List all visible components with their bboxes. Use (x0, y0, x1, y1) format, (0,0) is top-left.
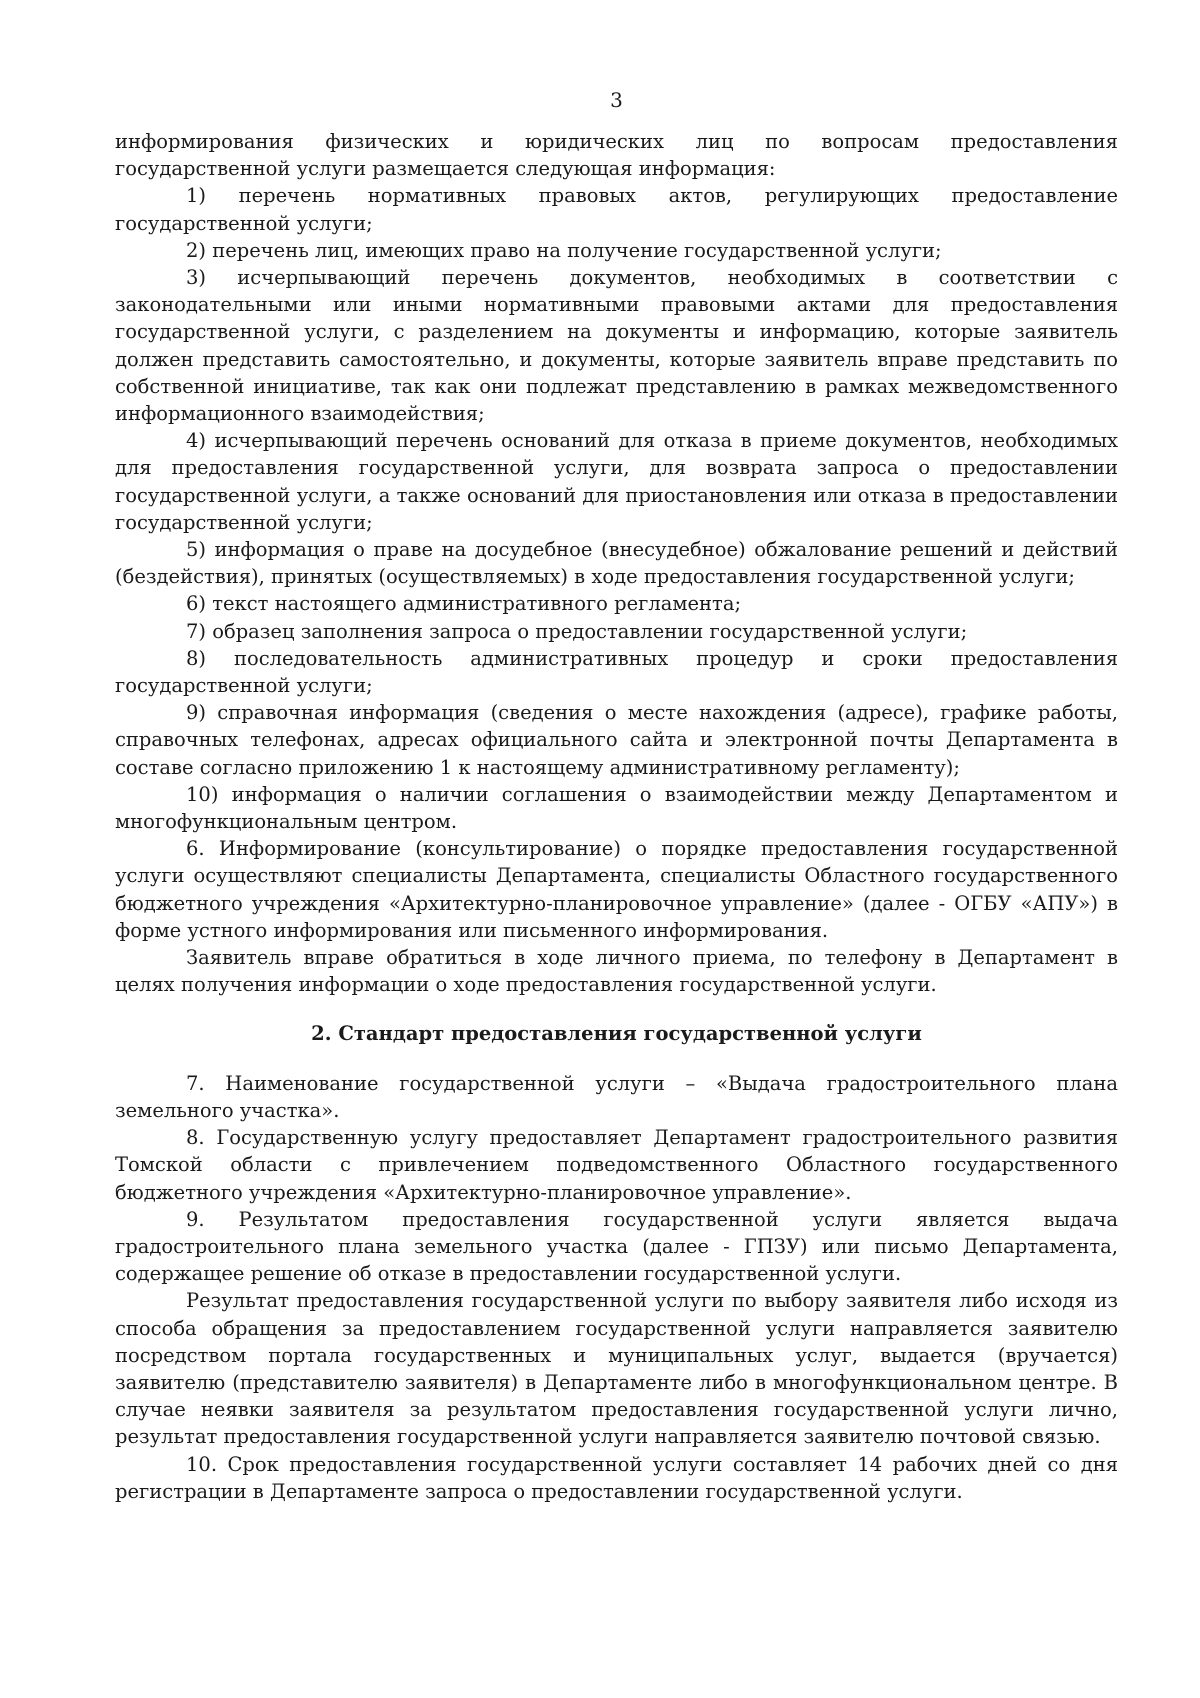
paragraph-intro-continuation: информирования физических и юридических лиц по вопросам предоставления государственной услуги размещается следующая информация: (115, 130, 1118, 181)
list-item-6: 6) текст настоящего административного регламента; (186, 592, 742, 616)
list-item-3: 3) исчерпывающий перечень документов, необходимых в соответствии с законодательными или иными нормативными правовыми актами для предоставления государственной услуги, с разделением на документы и информацию, которые заявитель должен представить самостоятельно, и документы, которые заявитель вправе представить по собственной инициативе, так как они подлежат представлению в рамках межведомственного информационного взаимодействия; (115, 266, 1118, 426)
clause-6-applicant: Заявитель вправе обратиться в ходе личного приема, по телефону в Департамент в целях получения информации о ходе предоставления государственной услуги. (115, 946, 1118, 997)
list-item-4: 4) исчерпывающий перечень оснований для отказа в приеме документов, необходимых для предоставления государственной услуги, для возврата запроса о предоставлении государственной услуги, а также оснований для приостановления или отказа в предоставлении государственной услуги; (115, 429, 1118, 534)
list-item-7: 7) образец заполнения запроса о предоставлении государственной услуги; (186, 619, 968, 643)
list-item-5: 5) информация о праве на досудебное (внесудебное) обжалование решений и действий (бездействия), принятых (осуществляемых) в ходе предоставления государственной услуги; (115, 538, 1118, 589)
clause-9-result-delivery: Результат предоставления государственной услуги по выбору заявителя либо исходя из способа обращения за предоставлением государственной услуги направляется заявителю посредством портала государственных и муниципальных услуг, выдается (вручается) заявителю (представителю заявителя) в Департаменте либо в многофункциональном центре. В случае неявки заявителя за результатом предоставления государственной услуги лично, результат предоставления государственной услуги направляется заявителю почтовой связью. (115, 1289, 1118, 1449)
clause-10: 10. Срок предоставления государственной услуги составляет 14 рабочих дней со дня регистрации в Департаменте запроса о предоставлении государственной услуги. (115, 1452, 1118, 1503)
list-item-8: 8) последовательность административных процедур и сроки предоставления государственной услуги; (115, 646, 1118, 698)
clause-9: 9. Результатом предоставления государственной услуги является выдача градостроительного плана земельного участка (далее - ГПЗУ) или письмо Департамента, содержащее решение об отказе в предоставлении государственной услуги. (115, 1207, 1118, 1286)
list-item-9: 9) справочная информация (сведения о месте нахождения (адресе), графике работы, справочных телефонах, адресах официального сайта и электронной почты Департамента в составе согласно приложению 1 к настоящему административному регламенту); (115, 701, 1118, 779)
clause-8: 8. Государственную услугу предоставляет Департамент градостроительного развития Томской области с привлечением подведомственного Областного государственного бюджетного учреждения «Архитектурно-планировочное управление». (115, 1126, 1118, 1204)
clause-6: 6. Информирование (консультирование) о порядке предоставления государственной услуги осуществляют специалисты Департамента, специалисты Областного государственного бюджетного учреждения «Архитектурно-планировочное управление» (далее - ОГБУ «АПУ») в форме устного информирования или письменного информирования. (115, 837, 1118, 942)
list-item-1: 1) перечень нормативных правовых актов, регулирующих предоставление государственной услуги; (115, 184, 1118, 235)
page-number: 3 (610, 88, 623, 112)
list-item-2: 2) перечень лиц, имеющих право на получение государственной услуги; (186, 238, 942, 262)
section-heading: 2. Стандарт предоставления государственной услуги (311, 1021, 922, 1045)
clause-7: 7. Наименование государственной услуги – «Выдача градостроительного плана земельного участка». (115, 1071, 1118, 1122)
list-item-10: 10) информация о наличии соглашения о взаимодействии между Департаментом и многофункциональным центром. (115, 782, 1118, 834)
